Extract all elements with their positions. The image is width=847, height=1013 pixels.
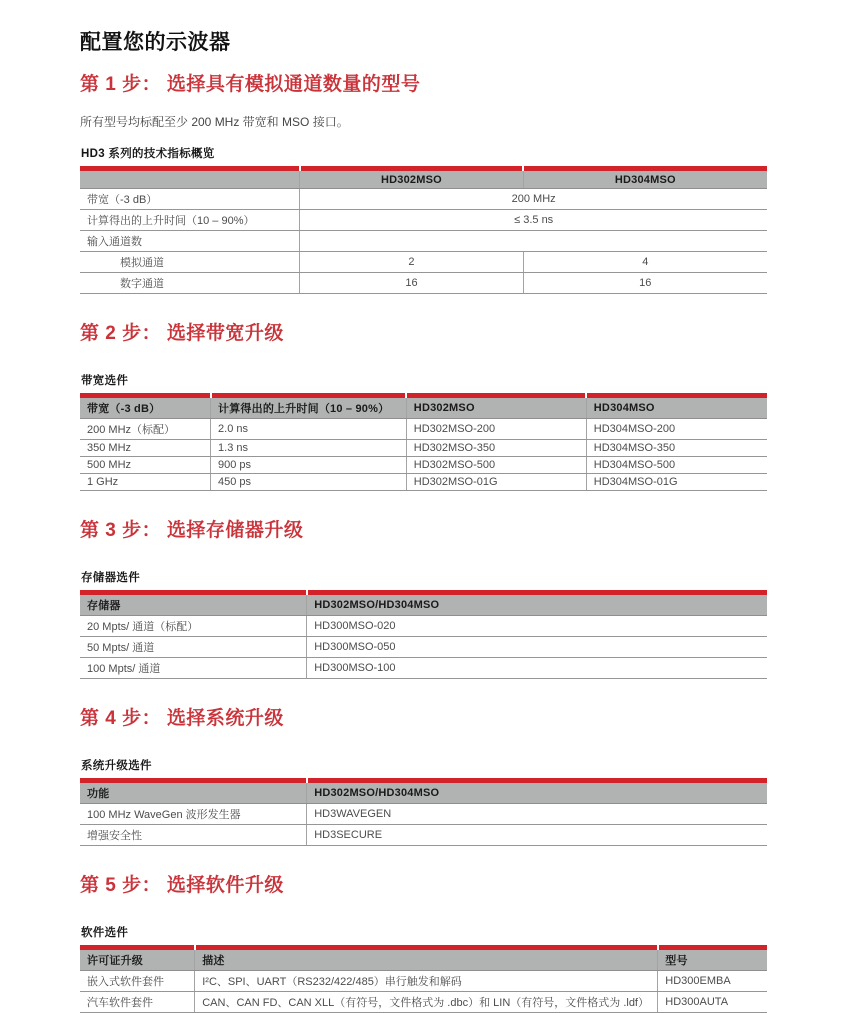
table-cell: I²C、SPI、UART（RS232/422/485）串行触发和解码 (195, 971, 658, 992)
table-cell: HD302MSO-500 (406, 457, 586, 474)
column-header: HD304MSO (523, 171, 767, 189)
software-options-table-block (80, 924, 767, 1013)
table-cell: 2.0 ns (211, 419, 407, 440)
table-cell: HD300AUTA (658, 992, 767, 1013)
column-header: HD302MSO/HD304MSO (307, 595, 767, 616)
table-cell: 2 (300, 252, 523, 273)
table-cell: HD304MSO-350 (586, 440, 767, 457)
table-header-row (80, 595, 767, 616)
table-row (80, 637, 767, 658)
memory-options-caption: 存储器选件 (81, 572, 140, 584)
table-cell: ≤ 3.5 ns (300, 210, 767, 231)
table-cell: 350 MHz (80, 440, 211, 457)
table-row (80, 273, 767, 294)
column-header: HD302MSO (406, 398, 586, 419)
table-row (80, 971, 767, 992)
table-cell: HD302MSO-350 (406, 440, 586, 457)
table-row (80, 804, 767, 825)
table-cell: 500 MHz (80, 457, 211, 474)
table-cell: 16 (300, 273, 523, 294)
intro-paragraph: 所有型号均标配至少 200 MHz 带宽和 MSO 接口。 (80, 115, 349, 129)
table-cell: HD300MSO-050 (307, 637, 767, 658)
table-cell: 嵌入式软件套件 (80, 971, 195, 992)
column-header: 功能 (80, 783, 307, 804)
table-cell: 200 MHz (300, 189, 767, 210)
column-header: 描述 (195, 950, 658, 971)
column-header (80, 171, 300, 189)
table-header-row (80, 398, 767, 419)
step-4-heading: 第 4 步： 选择系统升级 (80, 708, 284, 729)
bandwidth-options-table-block (80, 372, 767, 491)
table-row (80, 189, 767, 210)
table-cell: 200 MHz（标配） (80, 419, 211, 440)
table-cell: HD304MSO-200 (586, 419, 767, 440)
software-options-table (80, 945, 767, 1013)
step-3-section (80, 515, 767, 679)
table-cell: 450 ps (211, 474, 407, 491)
memory-options-table-block (80, 569, 767, 679)
table-header-row (80, 171, 767, 189)
step-2-section (80, 318, 767, 491)
table-cell: CAN、CAN FD、CAN XLL（有符号，文件格式为 .dbc）和 LIN（有符号，文件格式为 .ldf） (195, 992, 658, 1013)
column-header: 许可证升级 (80, 950, 195, 971)
table-row (80, 992, 767, 1013)
table-cell: 1.3 ns (211, 440, 407, 457)
table-row (80, 616, 767, 637)
bandwidth-options-table (80, 393, 767, 491)
table-cell: 16 (523, 273, 767, 294)
step-5-heading: 第 5 步： 选择软件升级 (80, 875, 284, 896)
system-upgrade-caption: 系统升级选件 (81, 760, 152, 772)
table-header-row (80, 950, 767, 971)
table-cell: 900 ps (211, 457, 407, 474)
column-header: 存储器 (80, 595, 307, 616)
table-row (80, 457, 767, 474)
overview-table-block (80, 145, 767, 294)
table-row (80, 658, 767, 679)
column-header: 带宽（-3 dB） (80, 398, 211, 419)
step-1-heading: 第 1 步： 选择具有模拟通道数量的型号 (80, 74, 421, 95)
table-row (80, 440, 767, 457)
table-cell: HD3WAVEGEN (307, 804, 767, 825)
step-4-section (80, 703, 767, 846)
table-cell: 计算得出的上升时间（10 – 90%） (80, 210, 300, 231)
table-row (80, 231, 767, 252)
table-row (80, 825, 767, 846)
table-cell: 100 MHz WaveGen 波形发生器 (80, 804, 307, 825)
table-cell: 100 Mpts/ 通道 (80, 658, 307, 679)
step-3-heading: 第 3 步： 选择存储器升级 (80, 520, 304, 541)
table-row (80, 474, 767, 491)
table-cell: 4 (523, 252, 767, 273)
table-cell: HD302MSO-200 (406, 419, 586, 440)
column-header: 计算得出的上升时间（10 – 90%） (211, 398, 407, 419)
table-cell: 带宽（-3 dB） (80, 189, 300, 210)
table-cell: 模拟通道 (80, 252, 300, 273)
table-cell (300, 231, 767, 252)
table-cell: HD300MSO-020 (307, 616, 767, 637)
software-options-caption: 软件选件 (81, 927, 129, 939)
table-cell: 增强安全性 (80, 825, 307, 846)
step-2-heading: 第 2 步： 选择带宽升级 (80, 323, 284, 344)
table-cell: HD300MSO-100 (307, 658, 767, 679)
step-1-section (80, 69, 767, 294)
table-row (80, 210, 767, 231)
column-header: 型号 (658, 950, 767, 971)
table-cell: 50 Mpts/ 通道 (80, 637, 307, 658)
table-cell: HD304MSO-01G (586, 474, 767, 491)
column-header: HD302MSO/HD304MSO (307, 783, 767, 804)
table-row (80, 252, 767, 273)
bandwidth-options-caption: 带宽选件 (81, 375, 129, 387)
table-cell: HD300EMBA (658, 971, 767, 992)
column-header: HD304MSO (586, 398, 767, 419)
step-5-section (80, 870, 767, 1013)
overview-table (80, 166, 767, 294)
memory-options-table (80, 590, 767, 679)
table-cell: 汽车软件套件 (80, 992, 195, 1013)
table-cell: 输入通道数 (80, 231, 300, 252)
system-upgrade-table (80, 778, 767, 846)
table-cell: HD302MSO-01G (406, 474, 586, 491)
table-cell: HD304MSO-500 (586, 457, 767, 474)
page-title: 配置您的示波器 (80, 31, 231, 54)
table-cell: 20 Mpts/ 通道（标配） (80, 616, 307, 637)
table-row (80, 419, 767, 440)
column-header: HD302MSO (300, 171, 523, 189)
table-cell: HD3SECURE (307, 825, 767, 846)
table-cell: 1 GHz (80, 474, 211, 491)
table-header-row (80, 783, 767, 804)
table-cell: 数字通道 (80, 273, 300, 294)
system-upgrade-table-block (80, 757, 767, 846)
overview-table-caption: HD3 系列的技术指标概览 (81, 148, 215, 160)
